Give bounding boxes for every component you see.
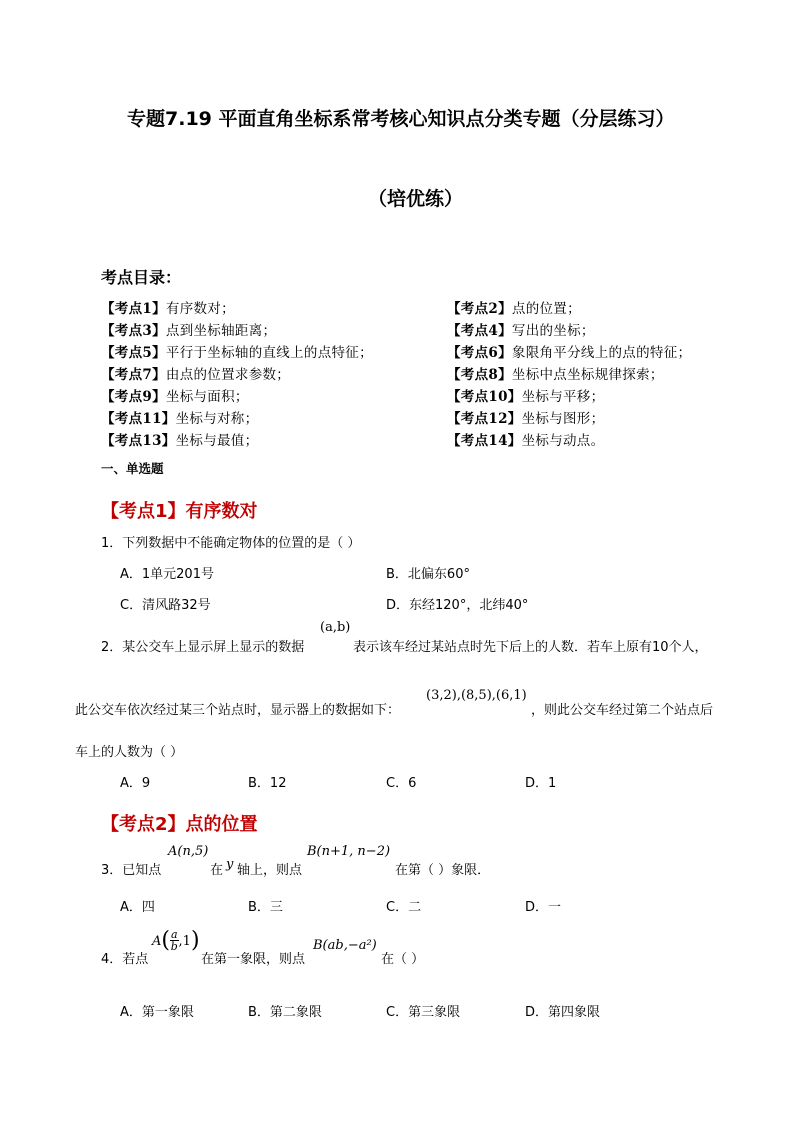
q4-option-b[interactable]: B．第二象限 — [248, 1005, 322, 1020]
q3-option-d[interactable]: D．一 — [525, 900, 562, 915]
toc-item-2[interactable]: 【考点2】点的位置； — [447, 301, 581, 317]
q4-mid: 在第一象限，则点 — [201, 952, 306, 967]
q2-data-math: (3,2),(8,5),(6,1) — [426, 688, 527, 703]
q3-option-b[interactable]: B．三 — [248, 900, 283, 915]
q1-option-a[interactable]: A．1单元201号 — [120, 567, 214, 582]
q3-num: 3．已知点 — [101, 863, 162, 878]
q3-point-a: A(n,5) — [168, 844, 209, 859]
q1-option-d[interactable]: D．东经120°，北纬40° — [386, 598, 529, 613]
q4-option-d[interactable]: D．第四象限 — [525, 1005, 601, 1020]
q4-point-b: B(ab,−a²) — [313, 938, 377, 953]
toc-item-6[interactable]: 【考点6】象限角平分线上的点的特征； — [447, 345, 692, 361]
section-label: 一、单选题 — [101, 461, 164, 476]
q4-fraction: $\frac{a}{b}$ — [170, 928, 178, 953]
toc-item-7[interactable]: 【考点7】由点的位置求参数； — [101, 367, 291, 383]
q2-option-a[interactable]: A．9 — [120, 776, 151, 791]
q2-line2-post: ，则此公交车经过第二个站点后 — [531, 703, 714, 718]
q2-line2-pre: 此公交车依次经过某三个站点时，显示器上的数据如下： — [75, 703, 401, 718]
toc-item-5[interactable]: 【考点5】平行于坐标轴的直线上的点特征； — [101, 345, 373, 361]
q2-line1-post: 表示该车经过某站点时先下后上的人数．若车上原有10个人， — [353, 640, 708, 655]
q4-num: 4．若点 — [101, 952, 149, 967]
toc-heading: 考点目录： — [101, 268, 182, 287]
toc-item-13[interactable]: 【考点13】坐标与最值； — [101, 433, 259, 449]
q2-pair-math: (a,b) — [320, 620, 351, 635]
q4-option-a[interactable]: A．第一象限 — [120, 1005, 194, 1020]
q3-mid1: 在 — [210, 863, 224, 878]
q3-option-a[interactable]: A．四 — [120, 900, 155, 915]
kp2-heading: 【考点2】点的位置 — [101, 814, 258, 835]
q1-option-b[interactable]: B．北偏东60° — [386, 567, 470, 582]
q3-axis: y — [226, 857, 234, 872]
q3-mid2: 轴上，则点 — [237, 863, 303, 878]
toc-item-11[interactable]: 【考点11】坐标与对称； — [101, 411, 259, 427]
toc-item-14[interactable]: 【考点14】坐标与动点。 — [447, 433, 605, 449]
q1-option-c[interactable]: C．清风路32号 — [120, 598, 211, 613]
q3-point-b: B(n+1, n−2) — [307, 844, 391, 859]
q4-point-a: A( $\frac{a}{b}$ ,1) — [152, 928, 200, 953]
q3-post: 在第（ ）象限． — [395, 863, 491, 878]
toc-item-3[interactable]: 【考点3】点到坐标轴距离； — [101, 323, 277, 339]
toc-item-9[interactable]: 【考点9】坐标与面积； — [101, 389, 249, 405]
page-subtitle: （培优练） — [368, 188, 464, 210]
q2-option-d[interactable]: D．1 — [525, 776, 557, 791]
toc-item-1[interactable]: 【考点1】有序数对； — [101, 301, 235, 317]
q4-option-c[interactable]: C．第三象限 — [386, 1005, 461, 1020]
q2-line1-pre: 2．某公交车上显示屏上显示的数据 — [101, 640, 305, 655]
toc-item-8[interactable]: 【考点8】坐标中点坐标规律探索； — [447, 367, 664, 383]
toc-item-10[interactable]: 【考点10】坐标与平移； — [447, 389, 605, 405]
q1-stem: 1．下列数据中不能确定物体的位置的是（ ） — [101, 536, 361, 551]
q4-post: 在（ ） — [381, 952, 425, 967]
toc-item-4[interactable]: 【考点4】写出的坐标； — [447, 323, 595, 339]
kp1-heading: 【考点1】有序数对 — [101, 501, 258, 522]
q2-line3: 车上的人数为（ ） — [75, 745, 184, 760]
page-title: 专题7.19 平面直角坐标系常考核心知识点分类专题（分层练习） — [127, 108, 675, 130]
q4-point-a-letter: A — [152, 934, 162, 949]
q3-option-c[interactable]: C．二 — [386, 900, 422, 915]
q2-option-b[interactable]: B．12 — [248, 776, 287, 791]
toc-item-12[interactable]: 【考点12】坐标与图形； — [447, 411, 605, 427]
q2-option-c[interactable]: C．6 — [386, 776, 417, 791]
